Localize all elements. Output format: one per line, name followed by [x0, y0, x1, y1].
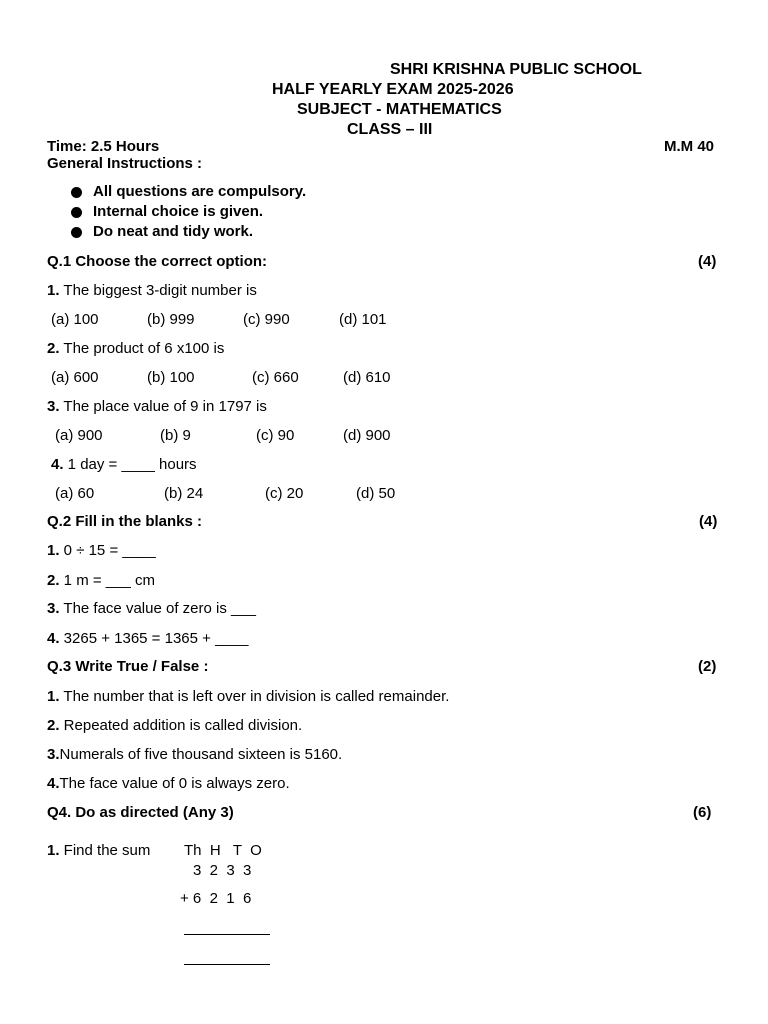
instruction-item: Internal choice is given. — [93, 203, 264, 220]
school-name: SHRI KRISHNA PUBLIC SCHOOL — [390, 61, 642, 78]
instruction-item: All questions are compulsory. — [93, 183, 307, 200]
q1-question-1: 1. The biggest 3-digit number is — [47, 282, 257, 299]
q2-item-4: 4. 3265 + 1365 = 1365 + ____ — [47, 630, 249, 647]
q1-question-3: 3. The place value of 9 in 1797 is — [47, 398, 267, 415]
class-title: CLASS – III — [347, 121, 433, 138]
answer-line — [184, 964, 270, 965]
q1-question-4: 4. 1 day = ____ hours — [51, 456, 197, 473]
option: (d) 900 — [343, 427, 391, 444]
option: (b) 999 — [147, 311, 195, 328]
q2-item-3: 3. The face value of zero is ___ — [47, 600, 257, 617]
bullet-icon — [71, 207, 82, 218]
q4-item-1: 1. Find the sum — [47, 842, 151, 859]
addend-2: + 6 2 1 6 — [180, 890, 252, 907]
q4-marks: (6) — [693, 804, 712, 821]
time-label: Time: 2.5 Hours — [47, 138, 160, 155]
q3-marks: (2) — [698, 658, 717, 675]
option: (a) 60 — [55, 485, 95, 502]
option: (b) 100 — [147, 369, 195, 386]
q1-title: Q.1 Choose the correct option: — [47, 253, 268, 270]
q2-item-2: 2. 1 m = ___ cm — [47, 572, 155, 589]
exam-title: HALF YEARLY EXAM 2025-2026 — [272, 81, 514, 98]
option: (c) 990 — [243, 311, 290, 328]
option: (b) 24 — [164, 485, 204, 502]
option: (c) 90 — [256, 427, 295, 444]
place-value-headers: Th H T O — [184, 842, 262, 859]
bullet-icon — [71, 187, 82, 198]
q1-question-2: 2. The product of 6 x100 is — [47, 340, 225, 357]
option: (b) 9 — [160, 427, 191, 444]
option: (d) 50 — [356, 485, 396, 502]
q1-marks: (4) — [698, 253, 717, 270]
addend-1: 3 2 3 3 — [193, 862, 252, 879]
instruction-item: Do neat and tidy work. — [93, 223, 254, 240]
option: (a) 900 — [55, 427, 103, 444]
q2-title: Q.2 Fill in the blanks : — [47, 513, 203, 530]
q3-item-3: 3.Numerals of five thousand sixteen is 5160. — [47, 746, 343, 763]
sum-line — [184, 934, 270, 935]
instructions-title: General Instructions : — [47, 155, 203, 172]
option: (c) 660 — [252, 369, 299, 386]
option: (a) 600 — [51, 369, 99, 386]
option: (d) 610 — [343, 369, 391, 386]
option: (c) 20 — [265, 485, 304, 502]
max-marks: M.M 40 — [664, 138, 715, 155]
option: (d) 101 — [339, 311, 387, 328]
option: (a) 100 — [51, 311, 99, 328]
q2-item-1: 1. 0 ÷ 15 = ____ — [47, 542, 156, 559]
q2-marks: (4) — [699, 513, 718, 530]
bullet-icon — [71, 227, 82, 238]
q3-item-2: 2. Repeated addition is called division. — [47, 717, 303, 734]
q3-title: Q.3 Write True / False : — [47, 658, 209, 675]
subject-title: SUBJECT - MATHEMATICS — [297, 101, 502, 118]
q3-item-1: 1. The number that is left over in division is called remainder. — [47, 688, 450, 705]
q3-item-4: 4.The face value of 0 is always zero. — [47, 775, 290, 792]
q4-title: Q4. Do as directed (Any 3) — [47, 804, 234, 821]
